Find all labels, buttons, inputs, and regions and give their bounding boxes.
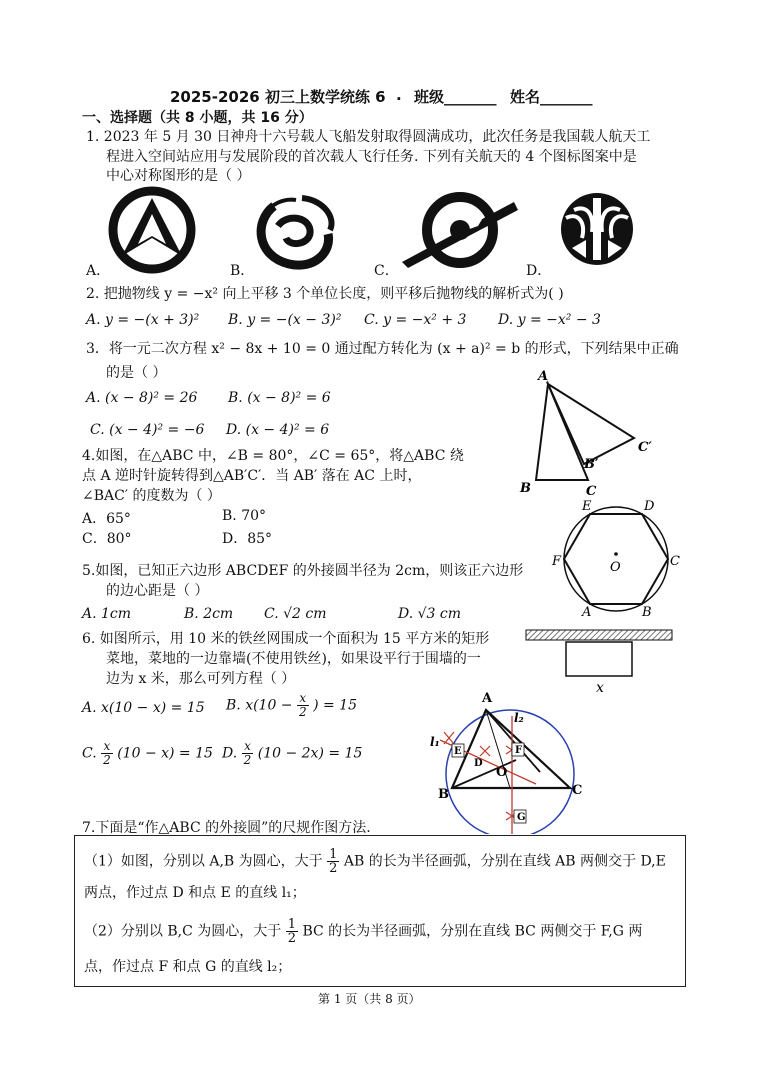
- q3-option-d[interactable]: D. (x − 4)² = 6: [226, 422, 330, 438]
- q4-line1: 4.如图，在△ABC 中，∠B = 80°，∠C = 65°，将△ABC 绕: [82, 448, 464, 464]
- orbit-emblem-icon: [398, 188, 522, 272]
- fig5-label-d: D: [644, 499, 655, 514]
- q6-option-c[interactable]: [82, 740, 213, 767]
- fig5-label-o: O: [610, 560, 621, 575]
- q2-option-d[interactable]: D. y = −x² − 3: [498, 312, 601, 328]
- q1-line1: 1. 2023 年 5 月 30 日神舟十六号载人飞船发射取得圆满成功，此次任务是我国载人航天工: [86, 129, 651, 145]
- fig7-label-a: A: [482, 691, 493, 706]
- q5-line2: 的边心距是（ ）: [106, 583, 209, 599]
- section-heading: 一、选择题（共 8 小题，共 16 分）: [82, 110, 313, 126]
- q2-stem: 2. 把抛物线 y = −x² 向上平移 3 个单位长度，则平移后抛物线的解析式为( ): [86, 286, 564, 302]
- fig7-label-f: F: [515, 745, 523, 756]
- fig7-label-g: G: [517, 812, 526, 823]
- q6-line3: 边为 x 米，那么可列方程（ ）: [106, 671, 296, 687]
- fig4-label-c: C: [586, 484, 597, 499]
- q7-step1-line2: 两点，作过点 D 和点 E 的直线 l₁；: [84, 885, 306, 901]
- fig5-label-a: A: [582, 605, 592, 620]
- q6-option-c-fraction: $\frac{x}{2}$: [103, 739, 111, 767]
- fig7-label-o: O: [496, 765, 508, 780]
- q6-option-d-prefix: D.: [222, 745, 238, 762]
- q3-option-a[interactable]: A. (x − 8)² = 26: [86, 390, 198, 406]
- q3-option-b[interactable]: B. (x − 8)² = 6: [228, 390, 331, 406]
- class-field-label: 班级_______: [414, 88, 497, 106]
- page-title: 2025-2026 初三上数学统练 6: [170, 88, 386, 106]
- q3-line2: 的是（ ）: [106, 365, 167, 381]
- q5-option-a[interactable]: A. 1cm: [82, 606, 132, 622]
- q5-option-c[interactable]: C. √2 cm: [264, 606, 327, 622]
- q4-line2: 点 A 逆时针旋转得到△AB′C′．当 AB′ 落在 AC 上时，: [82, 468, 422, 484]
- q6-option-b-suffix: ) = 15: [313, 697, 358, 714]
- q4-option-b[interactable]: B. 70°: [222, 508, 267, 524]
- q5-hexagon-figure: [548, 496, 692, 622]
- fig4-label-b-prime: B′: [584, 457, 599, 472]
- q3-line1: 3．将一元二次方程 x² − 8x + 10 = 0 通过配方转化为 (x + a)² = b 的形式，下列结果中正确: [86, 341, 679, 357]
- title-dot: .: [396, 86, 402, 104]
- fig6-label-x: x: [596, 680, 604, 696]
- fig5-label-f: F: [552, 554, 562, 569]
- q6-option-b-prefix: B. x(10 −: [226, 697, 293, 714]
- q1-option-a[interactable]: A．: [86, 263, 111, 279]
- q5-option-b[interactable]: B. 2cm: [184, 606, 234, 622]
- q3-option-c[interactable]: C. (x − 4)² = −6: [90, 422, 205, 438]
- fig7-label-e: E: [454, 746, 462, 757]
- q2-option-b[interactable]: B. y = −(x − 3)²: [228, 312, 342, 328]
- q6-garden-figure: [524, 626, 676, 696]
- q1-option-c[interactable]: C．: [374, 263, 399, 279]
- q6-option-c-suffix: (10 − x) = 15: [117, 745, 213, 762]
- q6-line2: 菜地，菜地的一边靠墙(不使用铁丝)，如果设平行于围墙的一: [106, 651, 481, 667]
- q2-option-c[interactable]: C. y = −x² + 3: [364, 312, 467, 328]
- q6-option-b-fraction: $\frac{x}{2}$: [299, 691, 307, 719]
- q7-step2-line1: （2）分别以 B,C 为圆心，大于 $\frac{1}{2}$ BC 的长为半径画弧，分别在直线 BC 两侧交于 F,G 两: [84, 917, 643, 946]
- q6-option-a[interactable]: A. x(10 − x) = 15: [82, 700, 205, 716]
- q6-line1: 6. 如图所示，用 10 米的铁丝网围成一个面积为 15 平方米的矩形: [82, 631, 490, 647]
- fig5-label-b: B: [642, 605, 652, 620]
- fig7-label-l1: l₁: [430, 735, 440, 749]
- fig4-label-b: B: [520, 481, 531, 496]
- q7-step1-line1: （1）如图，分别以 A,B 为圆心，大于 $\frac{1}{2}$ AB 的长为半径画弧，分别在直线 AB 两侧交于 D,E: [84, 847, 666, 876]
- fig4-label-c-prime: C′: [638, 440, 652, 455]
- q6-option-c-prefix: C.: [82, 745, 97, 762]
- q4-line3: ∠BAC′ 的度数为（ ）: [82, 488, 221, 504]
- pattern-emblem-icon: [552, 188, 642, 270]
- q7-circumcircle-figure: [428, 688, 598, 834]
- q1-option-d[interactable]: D．: [526, 263, 552, 279]
- q7-step2-line2: 点，作过点 F 和点 G 的直线 l₂；: [84, 959, 292, 975]
- q7-stem: 7.下面是“作△ABC 的外接圆”的尺规作图方法.: [82, 820, 371, 836]
- q1-line3: 中心对称图形的是（ ）: [106, 168, 251, 184]
- swirl-emblem-icon: [244, 186, 340, 274]
- q1-option-b[interactable]: B．: [230, 263, 255, 279]
- q6-option-d-suffix: (10 − 2x) = 15: [257, 745, 363, 762]
- q4-option-c[interactable]: C．80°: [82, 531, 132, 547]
- q5-line1: 5.如图，已知正六边形 ABCDEF 的外接圆半径为 2cm，则该正六边形: [82, 563, 524, 579]
- fig7-label-d: D: [474, 758, 483, 769]
- q2-option-a[interactable]: A. y = −(x + 3)²: [86, 312, 200, 328]
- q6-option-b[interactable]: [226, 692, 357, 719]
- q4-option-d[interactable]: D．85°: [222, 531, 273, 547]
- fig7-label-l2: l₂: [514, 711, 524, 725]
- fig4-label-a: A: [538, 369, 549, 384]
- fig5-label-c: C: [670, 554, 680, 569]
- page-footer: 第 1 页（共 8 页）: [318, 992, 421, 1006]
- q6-option-d-fraction: $\frac{x}{2}$: [243, 739, 252, 767]
- q4-option-a[interactable]: A．65°: [82, 511, 131, 527]
- fig5-label-e: E: [582, 499, 592, 514]
- q6-option-d[interactable]: [222, 740, 362, 767]
- q1-line2: 程进入空间站应用与发展阶段的首次载人飞行任务. 下列有关航天的 4 个图标图案中是: [106, 149, 637, 165]
- name-field-label: 姓名_______: [510, 88, 593, 106]
- arrow-emblem-icon: [104, 186, 200, 274]
- q4-triangle-figure: [508, 368, 668, 500]
- fig7-label-c: C: [572, 783, 583, 798]
- q5-option-d[interactable]: D. √3 cm: [398, 606, 462, 622]
- fig7-label-b: B: [438, 787, 449, 802]
